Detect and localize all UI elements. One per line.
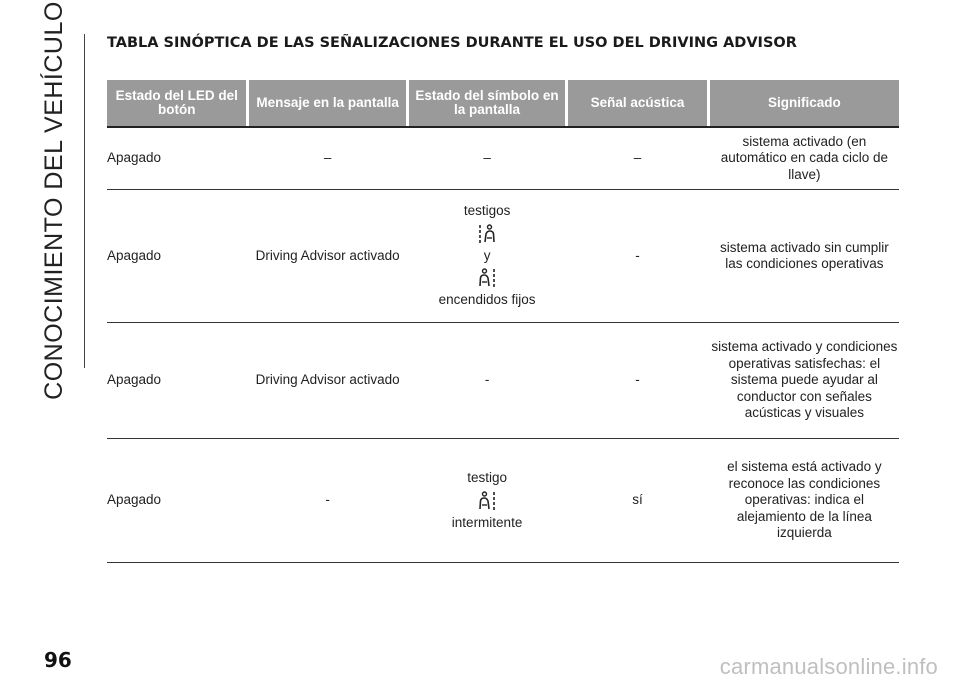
table-header <box>107 80 899 126</box>
header-mensaje: Mensaje en la pantalla <box>249 80 405 126</box>
cell-simbolo <box>409 439 565 562</box>
cell-mensaje: - <box>325 492 330 508</box>
section-divider <box>84 34 85 368</box>
symbol-label-top: testigo <box>467 470 507 485</box>
cell-senal: – <box>633 150 642 166</box>
cell-senal: sí <box>632 492 643 508</box>
table-row <box>107 128 899 190</box>
table-row <box>107 323 899 439</box>
header-significado: Significado <box>710 80 899 126</box>
symbol-label-bottom: encendidos fijos <box>438 292 536 308</box>
section-tab <box>34 0 74 400</box>
table-row <box>107 190 899 323</box>
cell-mensaje: Driving Advisor activado <box>255 247 400 263</box>
lane-departure-left-icon <box>478 268 496 288</box>
cell-simbolo: – <box>483 150 491 166</box>
lane-departure-right-icon <box>478 224 496 244</box>
cell-mensaje: Driving Advisor activado <box>255 372 400 388</box>
cell-significado: sistema activado (en automático en cada ciclo de llave) <box>720 133 889 182</box>
cell-simbolo <box>409 190 565 322</box>
header-led: Estado del LED del botón <box>107 80 246 126</box>
cell-led: Apagado <box>107 247 162 263</box>
table-row <box>107 439 899 563</box>
cell-significado: el sistema está activado y reconoce las condiciones operativas: indica el alejamiento de la línea izquierda <box>727 459 882 541</box>
page-number: 96 <box>44 648 72 672</box>
symbol-label-mid: y <box>483 247 491 263</box>
cell-significado: sistema activado sin cumplir las condiciones operativas <box>719 239 889 271</box>
section-tab-label: CONOCIMIENTO DEL VEHÍCULO <box>39 0 68 400</box>
lane-departure-left-icon <box>478 491 496 511</box>
cell-mensaje: – <box>323 150 332 166</box>
symbol-label-top: testigos <box>463 203 511 219</box>
cell-significado: sistema activado y condiciones operativas satisfechas: el sistema puede ayudar al conductor con señales acústicas y visuales <box>711 339 898 421</box>
cell-simbolo: - <box>484 372 490 388</box>
cell-senal: - <box>635 372 640 388</box>
symbol-label-bottom: intermitente <box>451 514 523 530</box>
page-title: TABLA SINÓPTICA DE LAS SEÑALIZACIONES DURANTE EL USO DEL DRIVING ADVISOR <box>107 35 797 51</box>
cell-led: Apagado <box>107 372 162 388</box>
header-senal: Señal acústica <box>568 80 706 126</box>
header-simbolo: Estado del símbolo en la pantalla <box>409 80 565 126</box>
cell-senal: - <box>635 247 640 263</box>
watermark: carmanualsonline.info <box>719 654 938 679</box>
signal-table <box>107 80 899 563</box>
cell-led: Apagado <box>107 150 162 166</box>
cell-led: Apagado <box>107 492 162 508</box>
